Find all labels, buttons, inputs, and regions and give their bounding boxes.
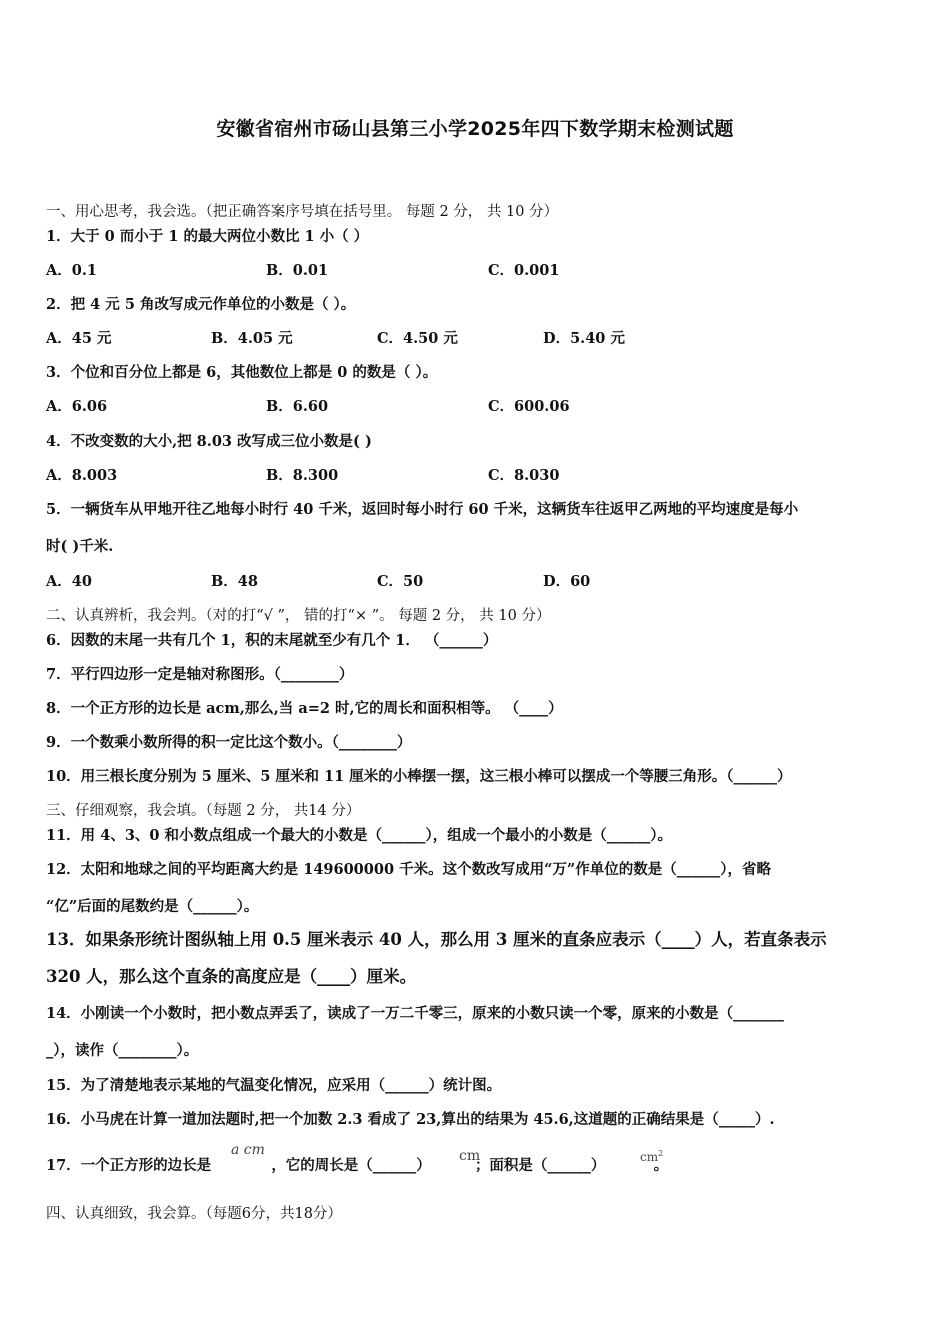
question-5-line-2: 时( )千米. bbox=[46, 538, 114, 555]
question-8: 8．一个正方形的边长是 acm,那么,当 a=2 时,它的周长和面积相等。 （____） bbox=[46, 700, 563, 717]
q2-option-d: D．5.40 元 bbox=[543, 330, 625, 347]
question-6: 6．因数的末尾一共有几个 1，积的末尾就至少有几个 1． （______） bbox=[46, 632, 498, 649]
question-14-line-1: 14．小刚读一个小数时，把小数点弄丢了，读成了一万二千零三，原来的小数只读一个零，原来的小数是（_______ bbox=[46, 1005, 784, 1022]
q17-text-a: 17．一个正方形的边长是 bbox=[46, 1157, 212, 1174]
question-2: 2．把 4 元 5 角改写成元作单位的小数是（ ）。 bbox=[46, 296, 356, 313]
question-9: 9．一个数乘小数所得的积一定比这个数小。（________） bbox=[46, 734, 412, 751]
section-heading-4: 四、认真细致，我会算。（每题6分，共18分） bbox=[46, 1206, 342, 1222]
section-heading-3: 三、仔细观察，我会填。（每题 2 分， 共14 分） bbox=[46, 803, 361, 819]
q1-option-a: A．0.1 bbox=[46, 262, 97, 279]
q2-option-a: A．45 元 bbox=[46, 330, 112, 347]
section-heading-2: 二、认真辨析，我会判。（对的打“√ ”， 错的打“× ”。 每题 2 分， 共 10 分） bbox=[46, 608, 551, 624]
question-13-line-2: 320 人，那么这个直条的高度应是（____）厘米。 bbox=[46, 967, 417, 986]
question-16: 16．小马虎在计算一道加法题时,把一个加数 2.3 看成了 23,算出的结果为 45.6,这道题的正确结果是（_____）. bbox=[46, 1111, 775, 1128]
q17-unit-area: $cm^2$ bbox=[640, 1149, 664, 1164]
q4-option-b: B．8.300 bbox=[266, 467, 339, 484]
q3-option-a: A．6.06 bbox=[46, 398, 108, 415]
q17-variable: a cm bbox=[231, 1142, 265, 1158]
question-1: 1．大于 0 而小于 1 的最大两位小数比 1 小（ ） bbox=[46, 228, 369, 245]
question-13-line-1: 13．如果条形统计图纵轴上用 0.5 厘米表示 40 人，那么用 3 厘米的直条应表示（____）人，若直条表示 bbox=[46, 930, 827, 949]
q2-option-c: C．4.50 元 bbox=[377, 330, 458, 347]
q4-option-c: C．8.030 bbox=[488, 467, 560, 484]
q5-option-a: A．40 bbox=[46, 573, 92, 590]
question-5-line-1: 5．一辆货车从甲地开往乙地每小时行 40 千米，返回时每小时行 60 千米，这辆货车往返甲乙两地的平均速度是每小 bbox=[46, 501, 799, 518]
q5-option-c: C．50 bbox=[377, 573, 424, 590]
question-3: 3．个位和百分位上都是 6，其他数位上都是 0 的数是（ ）。 bbox=[46, 364, 438, 381]
q17-text-d: 。 bbox=[653, 1157, 669, 1174]
q1-option-c: C．0.001 bbox=[488, 262, 560, 279]
question-11: 11．用 4、3、0 和小数点组成一个最大的小数是（______），组成一个最小的小数是（______）。 bbox=[46, 827, 673, 844]
q5-option-b: B．48 bbox=[211, 573, 258, 590]
question-17 bbox=[46, 1157, 668, 1175]
q3-option-b: B．6.60 bbox=[266, 398, 329, 415]
question-7: 7．平行四边形一定是轴对称图形。（________） bbox=[46, 666, 354, 683]
question-15: 15．为了清楚地表示某地的气温变化情况，应采用（______）统计图。 bbox=[46, 1077, 502, 1094]
q17-unit-perimeter: cm bbox=[459, 1148, 481, 1164]
q17-text-b: ，它的周长是（______） bbox=[271, 1157, 431, 1174]
q4-option-a: A．8.003 bbox=[46, 467, 118, 484]
q2-option-b: B．4.05 元 bbox=[211, 330, 293, 347]
q1-option-b: B．0.01 bbox=[266, 262, 329, 279]
question-14-line-2: _），读作（________）。 bbox=[46, 1042, 199, 1059]
question-4: 4．不改变数的大小,把 8.03 改写成三位小数是( ) bbox=[46, 433, 372, 450]
page-title: 安徽省宿州市砀山县第三小学2025年四下数学期末检测试题 bbox=[216, 118, 734, 140]
q3-option-c: C．600.06 bbox=[488, 398, 570, 415]
question-12-line-2: “亿”后面的尾数约是（______）。 bbox=[46, 898, 259, 915]
q5-option-d: D．60 bbox=[543, 573, 591, 590]
question-10: 10．用三根长度分别为 5 厘米、5 厘米和 11 厘米的小棒摆一摆，这三根小棒可以摆成一个等腰三角形。（______） bbox=[46, 768, 792, 785]
section-heading-1: 一、用心思考，我会选。（把正确答案序号填在括号里。 每题 2 分， 共 10 分） bbox=[46, 204, 559, 220]
question-12-line-1: 12．太阳和地球之间的平均距离大约是 149600000 千米。这个数改写成用“万”作单位的数是（______），省略 bbox=[46, 861, 772, 878]
q17-text-c: ；面积是（______） bbox=[474, 1157, 606, 1174]
